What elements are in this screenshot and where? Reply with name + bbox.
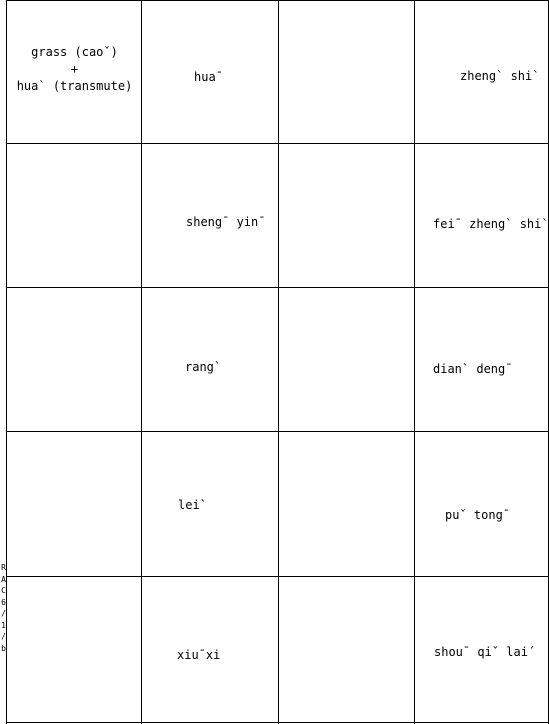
grid-line bbox=[6, 0, 549, 1]
grid-line bbox=[414, 0, 415, 724]
card-r5-c2: xiu¯xi bbox=[177, 648, 221, 662]
margin-note bbox=[0, 562, 7, 654]
grid-line bbox=[278, 0, 279, 724]
margin-char: 1 bbox=[1, 620, 6, 630]
margin-char: / bbox=[1, 609, 6, 618]
margin-char: A bbox=[1, 574, 6, 584]
card-r5-c4: shou¯ qiˇ lai´ bbox=[434, 645, 536, 659]
grid-line bbox=[6, 576, 549, 577]
card-r4-c2: lei` bbox=[178, 498, 207, 512]
card-r1-c2: hua¯ bbox=[194, 70, 223, 84]
card-r2-c2: sheng¯ yin¯ bbox=[186, 215, 266, 229]
margin-char: b bbox=[1, 643, 6, 653]
card-r3-c2: rang` bbox=[185, 360, 222, 374]
card-r3-c4: dian` deng¯ bbox=[433, 362, 513, 376]
margin-char: C bbox=[1, 586, 6, 595]
margin-char: 6 bbox=[1, 597, 6, 607]
grid-line bbox=[141, 0, 142, 724]
grid-line bbox=[6, 722, 549, 723]
margin-char: / bbox=[1, 632, 6, 641]
card-text: + bbox=[70, 62, 79, 76]
card-text: hua` (transmute) bbox=[16, 79, 133, 93]
margin-char: R bbox=[1, 563, 6, 572]
flashcard-grid bbox=[6, 0, 549, 724]
card-text: grass (caoˇ) bbox=[31, 45, 118, 59]
card-r1-c4: zheng` shi` bbox=[460, 69, 540, 83]
grid-line bbox=[6, 431, 549, 432]
card-r2-c4: fei¯ zheng` shi` bbox=[433, 217, 549, 231]
card-r4-c4: puˇ tong¯ bbox=[445, 508, 511, 522]
card-r1-c1 bbox=[11, 44, 138, 95]
grid-line bbox=[6, 287, 549, 288]
grid-line bbox=[6, 143, 549, 144]
